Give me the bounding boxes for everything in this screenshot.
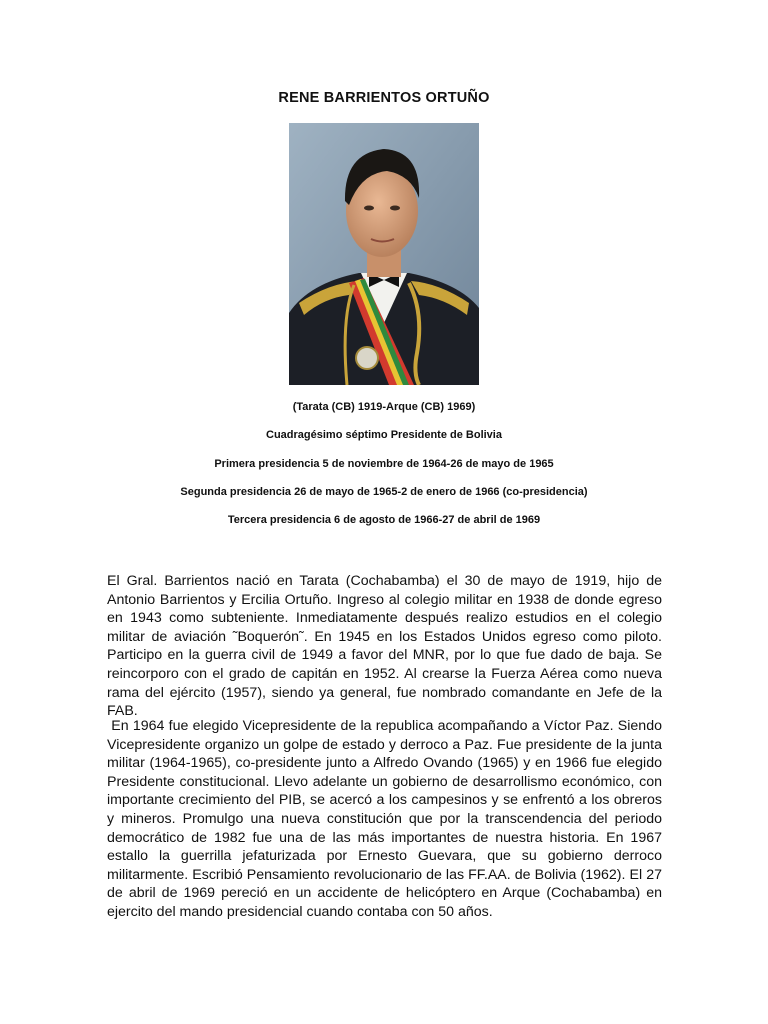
document-title: RENE BARRIENTOS ORTUÑO [278,90,490,106]
caption-lifespan: (Tarata (CB) 1919-Arque (CB) 1969) [292,401,476,413]
portrait-image [289,123,479,385]
caption-third-term: Tercera presidencia 6 de agosto de 1966-27 de abril de 1969 [227,514,541,526]
caption-second-term: Segunda presidencia 26 de mayo de 1965-2 de enero de 1966 (co-presidencia) [180,486,588,498]
paragraph-biography-2: En 1964 fue elegido Vicepresidente de la republica acompañando a Víctor Paz. Siendo Vicepresidente organizo un golpe de estado y derroco a Paz. Fue presidente de la junta militar (1964-1965), co-presidente junto a Alfredo Ovando (1965) y en 1966 fue elegido Presidente constitucional. Llevo adelante un gobierno de desarrollismo económico, con importante crecimiento del PIB, se acercó a los campesinos y se enfrentó a los obreros y mineros. Promulgo una nueva constitución que por la transcendencia del periodo democrático de 1982 fue una de las más importantes de nuestra historia. En 1967 estallo la guerrilla jefaturizada por Ernesto Guevara, que su gobierno derroco militarmente. Escribió Pensamiento revolucionario de las FF.AA. de Bolivia (1962). El 27 de abril de 1969 pereció en un accidente de helicóptero en Arque (Cochabamba) en ejercito del mando presidencial cuando contaba con 50 años. [107,718,666,920]
caption-title: Cuadragésimo séptimo Presidente de Bolivia [266,429,502,441]
caption-first-term: Primera presidencia 5 de noviembre de 1964-26 de mayo de 1965 [214,458,554,470]
paragraph-biography-1: El Gral. Barrientos nació en Tarata (Cochabamba) el 30 de mayo de 1919, hijo de Antonio Barrientos y Ercilia Ortuño. Ingreso al colegio militar en 1938 de donde egreso en 1943 como subteniente. Inmediatamente después realizo estudios en el colegio militar de aviación ˜Boquerón˜. En 1945 en los Estados Unidos egreso como piloto. Participo en la guerra civil de 1949 a favor del MNR, por lo que fue dado de baja. Se reincorporo con el grado de capitán en 1952. Al crearse la Fuerza Aérea como nueva rama del ejército (1957), siendo ya general, fue nombrado comandante en Jefe de la FAB. [107,573,662,720]
